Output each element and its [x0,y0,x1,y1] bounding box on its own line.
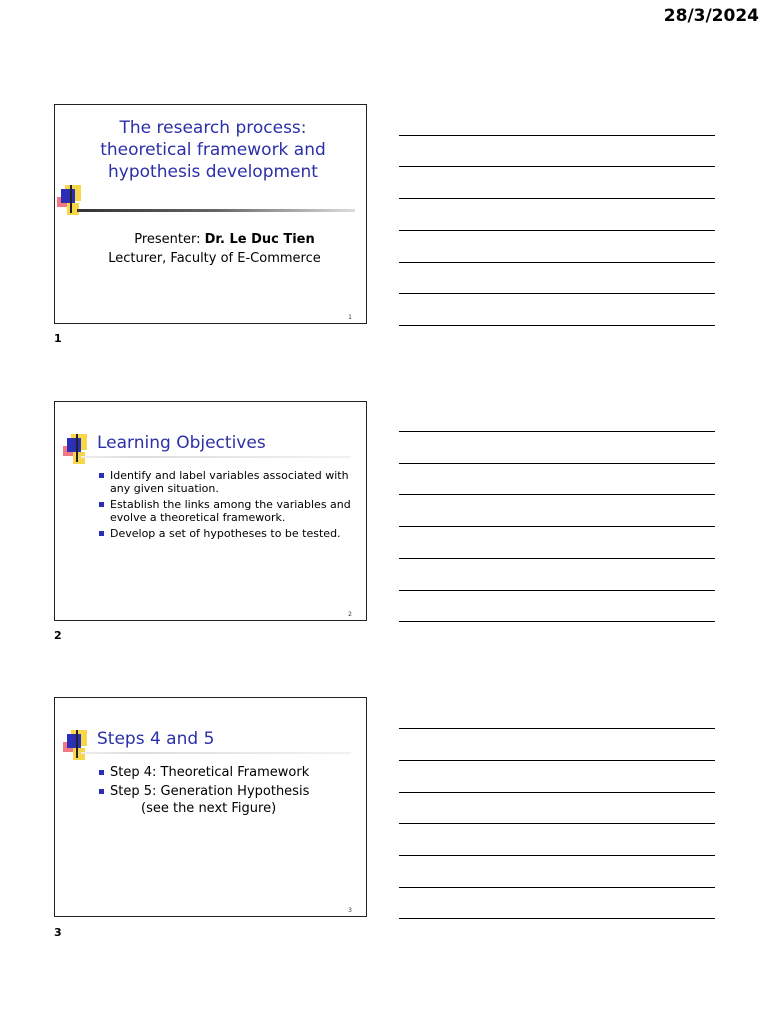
page-label-3: 3 [54,926,62,939]
slide-number: 1 [348,314,352,321]
page-label-2: 2 [54,629,62,642]
list-item: Step 4: Theoretical Framework [99,764,309,781]
slide-2-title: Learning Objectives [97,433,266,453]
slide-number: 3 [348,907,352,914]
page-label-1: 1 [54,332,62,345]
slide-number: 2 [348,611,352,618]
block-logo-icon [57,185,97,225]
list-item: Establish the links among the variables and evolve a theoretical framework. [99,498,355,524]
title-underline [81,752,351,754]
presenter-name: Dr. Le Duc Tien [204,232,315,247]
slide-1-thumbnail [54,104,367,324]
presenter-line: Presenter: Dr. Le Duc Tien [134,232,315,247]
list-item: Step 5: Generation Hypothesis [99,783,309,800]
print-date: 28/3/2024 [663,6,759,26]
list-item: Develop a set of hypotheses to be tested. [99,527,355,540]
title-divider [77,209,355,212]
slide-3-title: Steps 4 and 5 [97,729,215,749]
slide-2-thumbnail [54,401,367,621]
affiliation: Lecturer, Faculty of E-Commerce [108,251,321,266]
figure-note: (see the next Figure) [141,801,277,816]
slide-1-title: The research process: theoretical framework and hypothesis development [100,118,326,182]
title-underline [81,456,351,458]
list-item: Identify and label variables associated with any given situation. [99,469,355,495]
slide-3-thumbnail [54,697,367,917]
steps-list [99,764,309,802]
objectives-list [99,469,355,543]
